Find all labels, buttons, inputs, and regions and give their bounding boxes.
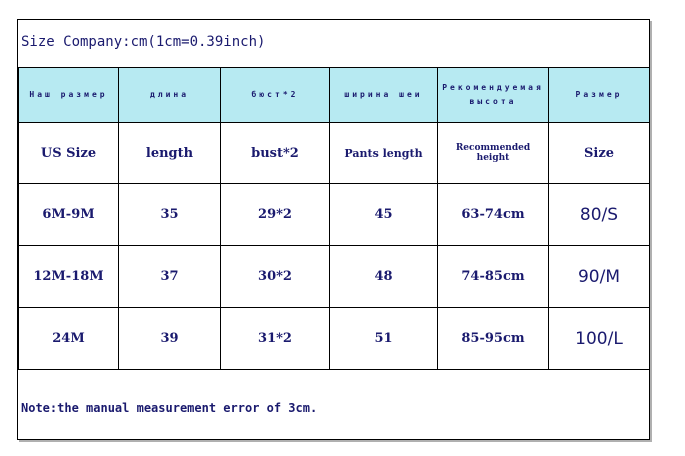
cell-length: 39 bbox=[119, 308, 221, 370]
cell-length: 37 bbox=[119, 246, 221, 308]
header-pants-length: Pants length bbox=[330, 123, 438, 184]
size-table bbox=[18, 67, 650, 370]
cell-height: 63-74cm bbox=[438, 184, 549, 246]
cell-size: 90/M bbox=[549, 246, 650, 308]
cell-us-size: 12M-18M bbox=[19, 246, 119, 308]
header-ru-neck-width: ширина шеи bbox=[330, 68, 438, 123]
cell-height: 85-95cm bbox=[438, 308, 549, 370]
cell-bust: 29*2 bbox=[221, 184, 330, 246]
cell-length: 35 bbox=[119, 184, 221, 246]
header-ru-our-size: Наш размер bbox=[19, 68, 119, 123]
header-length: length bbox=[119, 123, 221, 184]
table-row bbox=[19, 184, 650, 246]
header-us-size: US Size bbox=[19, 123, 119, 184]
cell-size: 100/L bbox=[549, 308, 650, 370]
cell-pants-length: 45 bbox=[330, 184, 438, 246]
table-row bbox=[19, 308, 650, 370]
english-header-row bbox=[19, 123, 650, 184]
header-ru-size: Размер bbox=[549, 68, 650, 123]
cell-us-size: 24M bbox=[19, 308, 119, 370]
header-bust: bust*2 bbox=[221, 123, 330, 184]
cell-bust: 31*2 bbox=[221, 308, 330, 370]
header-recommended-height: Recommended height bbox=[438, 123, 549, 184]
russian-header-row bbox=[19, 68, 650, 123]
header-ru-length: длина bbox=[119, 68, 221, 123]
header-size: Size bbox=[549, 123, 650, 184]
cell-us-size: 6M-9M bbox=[19, 184, 119, 246]
header-ru-recommended-height: Рекомендуемая высота bbox=[438, 68, 549, 123]
size-chart-frame bbox=[17, 19, 650, 440]
measurement-note: Note:the manual measurement error of 3cm. bbox=[21, 401, 318, 415]
chart-title: Size Company:cm(1cm=0.39inch) bbox=[21, 34, 266, 50]
cell-size: 80/S bbox=[549, 184, 650, 246]
header-ru-bust: бюст*2 bbox=[221, 68, 330, 123]
cell-bust: 30*2 bbox=[221, 246, 330, 308]
table-row bbox=[19, 246, 650, 308]
cell-pants-length: 51 bbox=[330, 308, 438, 370]
cell-pants-length: 48 bbox=[330, 246, 438, 308]
cell-height: 74-85cm bbox=[438, 246, 549, 308]
